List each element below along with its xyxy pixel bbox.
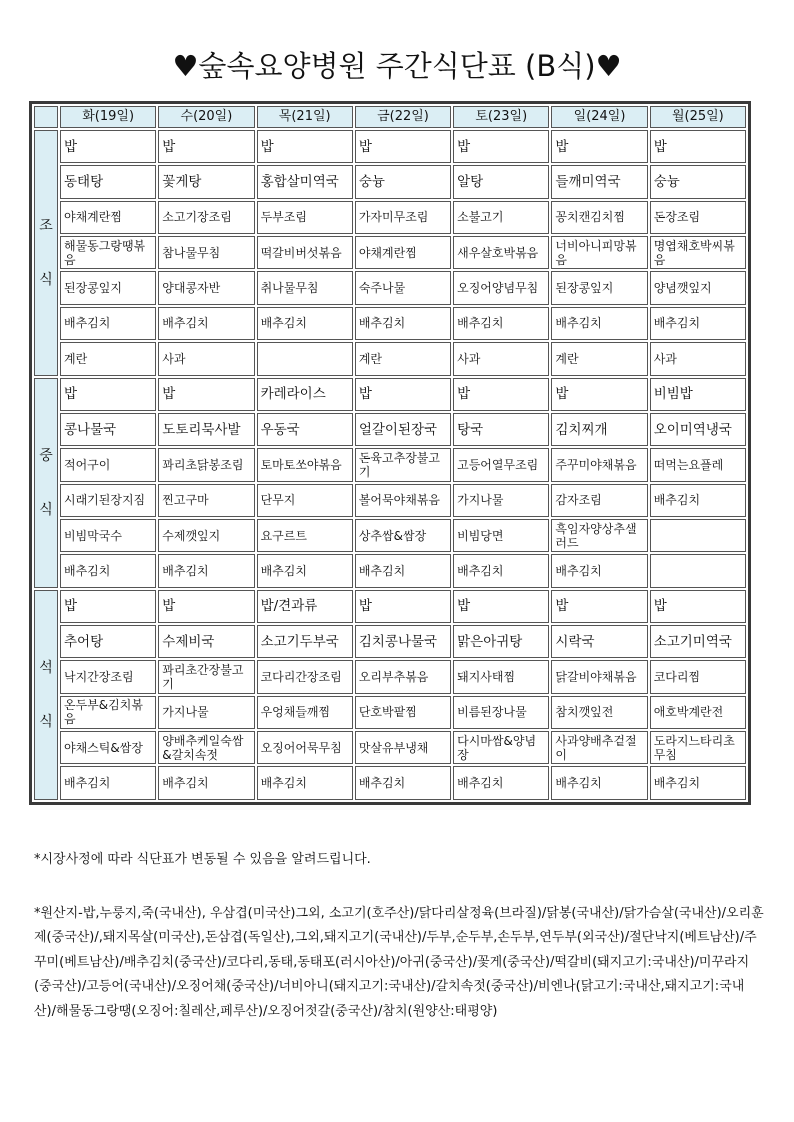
- day-header: 목(21일): [257, 106, 353, 128]
- menu-item: 알탕: [453, 165, 549, 198]
- menu-item: 밥: [650, 590, 746, 623]
- meal-label-char: 중: [39, 447, 53, 464]
- menu-item: 카레라이스: [257, 378, 353, 411]
- menu-item: 흑임자양상추샐러드: [551, 519, 647, 552]
- menu-item: 비빔당면: [453, 519, 549, 552]
- menu-item: 야채스틱&쌈장: [60, 731, 156, 764]
- menu-item: 온두부&김치볶음: [60, 696, 156, 729]
- meal-label-char: 식: [39, 501, 53, 518]
- menu-item: 밥: [355, 590, 451, 623]
- menu-item: 밥: [551, 590, 647, 623]
- menu-item: 참치깻잎전: [551, 696, 647, 729]
- menu-item: 계란: [355, 342, 451, 375]
- menu-item: 볼어묵야채볶음: [355, 484, 451, 517]
- menu-item: 숙주나물: [355, 271, 451, 304]
- menu-item: 상추쌈&쌈장: [355, 519, 451, 552]
- menu-item: 밥: [60, 130, 156, 163]
- menu-row: [34, 696, 746, 729]
- menu-item: 수제깻잎지: [158, 519, 254, 552]
- menu-item: 돼지사태찜: [453, 660, 549, 693]
- menu-row: [34, 378, 746, 411]
- menu-item: 숭늉: [650, 165, 746, 198]
- menu-item: 밥: [551, 130, 647, 163]
- menu-item: 맛살유부냉채: [355, 731, 451, 764]
- menu-item: 양념깻잎지: [650, 271, 746, 304]
- meal-label-char: 석: [39, 659, 53, 676]
- menu-item: 꽈리초간장불고기: [158, 660, 254, 693]
- menu-item: 배추김치: [257, 766, 353, 800]
- menu-item: 들깨미역국: [551, 165, 647, 198]
- menu-item: 된장콩잎지: [551, 271, 647, 304]
- menu-item: 배추김치: [453, 307, 549, 340]
- menu-item: 배추김치: [158, 554, 254, 587]
- menu-item: 단무지: [257, 484, 353, 517]
- day-header: 화(19일): [60, 106, 156, 128]
- menu-item: 배추김치: [650, 484, 746, 517]
- menu-item: 밥: [158, 130, 254, 163]
- menu-item: 야채계란찜: [60, 201, 156, 234]
- day-header: 토(23일): [453, 106, 549, 128]
- menu-item: 추어탕: [60, 625, 156, 658]
- menu-item: 배추김치: [355, 766, 451, 800]
- menu-item: 밥: [453, 130, 549, 163]
- menu-grid: [32, 104, 748, 802]
- menu-row: [34, 130, 746, 163]
- menu-item: 감자조림: [551, 484, 647, 517]
- menu-item: 배추김치: [158, 766, 254, 800]
- menu-item: 요구르트: [257, 519, 353, 552]
- menu-item: 오이미역냉국: [650, 413, 746, 446]
- origin-notice: *원산지-밥,누룽지,죽(국내산), 우삼겹(미국산)그외, 소고기(호주산)/닭다리살정육(브라질)/닭봉(국내산)/닭가슴살(국내산)/오리훈제(중국산)/,돼지목살(미국산),돈삼겹(독일산),그외,돼지고기(국내산)/두부,순두부,손두부,연두부(외국산)/절단낙지(베트남산)/주꾸미(베트남산)/배추김치(중국산)/코다리,동태,동태포(러시아산)/아귀(중국산)/꽃게(중국산)/떡갈비(돼지고기:국내산)/미꾸라지(중국산)/고등어(국내산)/오징어채(중국산)/너비아니(돼지고기:국내산)/갈치속젓(중국산)/비엔나(닭고기:국내산,돼지고기:국내산)/해물동그랑땡(오징어:칠레산,페루산)/오징어젓갈(중국산)/참치(원양산:태평양): [34, 905, 764, 1019]
- day-header: 금(22일): [355, 106, 451, 128]
- menu-item: 꽃게탕: [158, 165, 254, 198]
- menu-item: 탕국: [453, 413, 549, 446]
- menu-row: [34, 271, 746, 304]
- menu-item: 오징어양념무침: [453, 271, 549, 304]
- menu-item: 밥: [158, 378, 254, 411]
- menu-item: 꽈리초닭봉조림: [158, 448, 254, 481]
- menu-item: 새우살호박볶음: [453, 236, 549, 269]
- menu-row: [34, 413, 746, 446]
- menu-item: 사과: [453, 342, 549, 375]
- menu-item: 참나물무침: [158, 236, 254, 269]
- menu-item: 김치찌개: [551, 413, 647, 446]
- menu-item: 배추김치: [551, 766, 647, 800]
- menu-item: 가지나물: [158, 696, 254, 729]
- menu-item: 소고기장조림: [158, 201, 254, 234]
- menu-item: 배추김치: [60, 766, 156, 800]
- menu-item: 애호박계란전: [650, 696, 746, 729]
- menu-row: [34, 484, 746, 517]
- menu-item: 소고기두부국: [257, 625, 353, 658]
- menu-row: [34, 625, 746, 658]
- menu-item: 다시마쌈&양념장: [453, 731, 549, 764]
- menu-body: [34, 130, 746, 800]
- menu-item: 양대콩자반: [158, 271, 254, 304]
- menu-item: 코다리찜: [650, 660, 746, 693]
- menu-item: 배추김치: [60, 554, 156, 587]
- notes: [34, 848, 764, 1024]
- menu-item: 밥: [453, 378, 549, 411]
- menu-row: [34, 766, 746, 800]
- menu-item: 동태탕: [60, 165, 156, 198]
- menu-item: 오징어어묵무침: [257, 731, 353, 764]
- menu-row: [34, 342, 746, 375]
- menu-item: 가자미무조림: [355, 201, 451, 234]
- menu-item: 사과: [158, 342, 254, 375]
- menu-item: 소고기미역국: [650, 625, 746, 658]
- menu-item: 배추김치: [453, 554, 549, 587]
- menu-item: 밥: [257, 130, 353, 163]
- menu-item: 밥: [355, 130, 451, 163]
- menu-item: 숭늉: [355, 165, 451, 198]
- menu-item: 비름된장나물: [453, 696, 549, 729]
- menu-item: 떠먹는요플레: [650, 448, 746, 481]
- menu-item: 배추김치: [551, 307, 647, 340]
- menu-item: 우엉채들깨찜: [257, 696, 353, 729]
- menu-item: 오리부추볶음: [355, 660, 451, 693]
- menu-item: 두부조림: [257, 201, 353, 234]
- menu-item: 양배추케일숙쌈&갈치속젓: [158, 731, 254, 764]
- menu-item: 우동국: [257, 413, 353, 446]
- meal-label: [34, 590, 58, 800]
- menu-item: 밥: [355, 378, 451, 411]
- menu-item: 밥: [60, 590, 156, 623]
- menu-item: 찐고구마: [158, 484, 254, 517]
- menu-item: 가지나물: [453, 484, 549, 517]
- menu-item: 배추김치: [257, 307, 353, 340]
- menu-item: 계란: [60, 342, 156, 375]
- menu-item: 주꾸미야채볶음: [551, 448, 647, 481]
- menu-row: [34, 448, 746, 481]
- menu-row: [34, 554, 746, 587]
- menu-item: 낙지간장조림: [60, 660, 156, 693]
- menu-item: 배추김치: [60, 307, 156, 340]
- menu-item: 밥: [551, 378, 647, 411]
- menu-item: 고등어열무조림: [453, 448, 549, 481]
- market-notice: *시장사정에 따라 식단표가 변동될 수 있음을 알려드립니다.: [34, 852, 371, 867]
- menu-item: 홍합살미역국: [257, 165, 353, 198]
- menu-row: [34, 307, 746, 340]
- day-header: 수(20일): [158, 106, 254, 128]
- menu-item: 시래기된장지짐: [60, 484, 156, 517]
- menu-item: 명엽채호박씨볶음: [650, 236, 746, 269]
- menu-row: [34, 590, 746, 623]
- day-header: 일(24일): [551, 106, 647, 128]
- menu-item: [257, 342, 353, 375]
- menu-item: 밥: [650, 130, 746, 163]
- menu-item: [650, 519, 746, 552]
- menu-item: 계란: [551, 342, 647, 375]
- menu-item: 김치콩나물국: [355, 625, 451, 658]
- menu-item: 밥: [158, 590, 254, 623]
- menu-item: 비빔밥: [650, 378, 746, 411]
- menu-item: 배추김치: [650, 307, 746, 340]
- menu-item: 코다리간장조림: [257, 660, 353, 693]
- menu-item: 닭갈비야채볶음: [551, 660, 647, 693]
- menu-item: 떡갈비버섯볶음: [257, 236, 353, 269]
- menu-item: 돈장조림: [650, 201, 746, 234]
- menu-item: 얼갈이된장국: [355, 413, 451, 446]
- menu-item: 배추김치: [158, 307, 254, 340]
- menu-item: 맑은아귀탕: [453, 625, 549, 658]
- meal-label: [34, 378, 58, 588]
- meal-label-char: 식: [39, 271, 53, 288]
- menu-item: 비빔막국수: [60, 519, 156, 552]
- page-title: ♥숲속요양병원 주간식단표 (B식)♥: [172, 49, 622, 83]
- menu-item: 취나물무침: [257, 271, 353, 304]
- menu-item: 배추김치: [650, 766, 746, 800]
- menu-row: [34, 660, 746, 693]
- menu-item: 야채계란찜: [355, 236, 451, 269]
- menu-item: 콩나물국: [60, 413, 156, 446]
- menu-item: 배추김치: [453, 766, 549, 800]
- menu-item: [650, 554, 746, 587]
- menu-item: 된장콩잎지: [60, 271, 156, 304]
- menu-item: 단호박팥찜: [355, 696, 451, 729]
- menu-item: 밥: [60, 378, 156, 411]
- menu-row: [34, 201, 746, 234]
- menu-item: 적어구이: [60, 448, 156, 481]
- menu-item: 꽁치캔김치찜: [551, 201, 647, 234]
- menu-item: 토마토쏘야볶음: [257, 448, 353, 481]
- menu-item: 배추김치: [355, 554, 451, 587]
- menu-item: 시락국: [551, 625, 647, 658]
- menu-item: 배추김치: [257, 554, 353, 587]
- meal-label-char: 식: [39, 713, 53, 730]
- menu-item: 밥/견과류: [257, 590, 353, 623]
- menu-item: 수제비국: [158, 625, 254, 658]
- menu-row: [34, 731, 746, 764]
- menu-item: 소불고기: [453, 201, 549, 234]
- meal-label: [34, 130, 58, 376]
- menu-item: 돈육고추장불고기: [355, 448, 451, 481]
- weekly-menu-table: [29, 101, 751, 805]
- menu-item: 밥: [453, 590, 549, 623]
- menu-row: [34, 165, 746, 198]
- menu-row: [34, 519, 746, 552]
- menu-item: 배추김치: [355, 307, 451, 340]
- day-header-row: [34, 106, 746, 128]
- menu-item: 사과양배추겉절이: [551, 731, 647, 764]
- menu-item: 도라지느타리초무침: [650, 731, 746, 764]
- menu-item: 도토리묵사발: [158, 413, 254, 446]
- menu-item: 해물동그랑땡볶음: [60, 236, 156, 269]
- menu-row: [34, 236, 746, 269]
- menu-item: 사과: [650, 342, 746, 375]
- meal-label-char: 조: [39, 217, 53, 234]
- menu-item: 너비아니피망볶음: [551, 236, 647, 269]
- corner-cell: [34, 106, 58, 128]
- menu-item: 배추김치: [551, 554, 647, 587]
- day-header: 월(25일): [650, 106, 746, 128]
